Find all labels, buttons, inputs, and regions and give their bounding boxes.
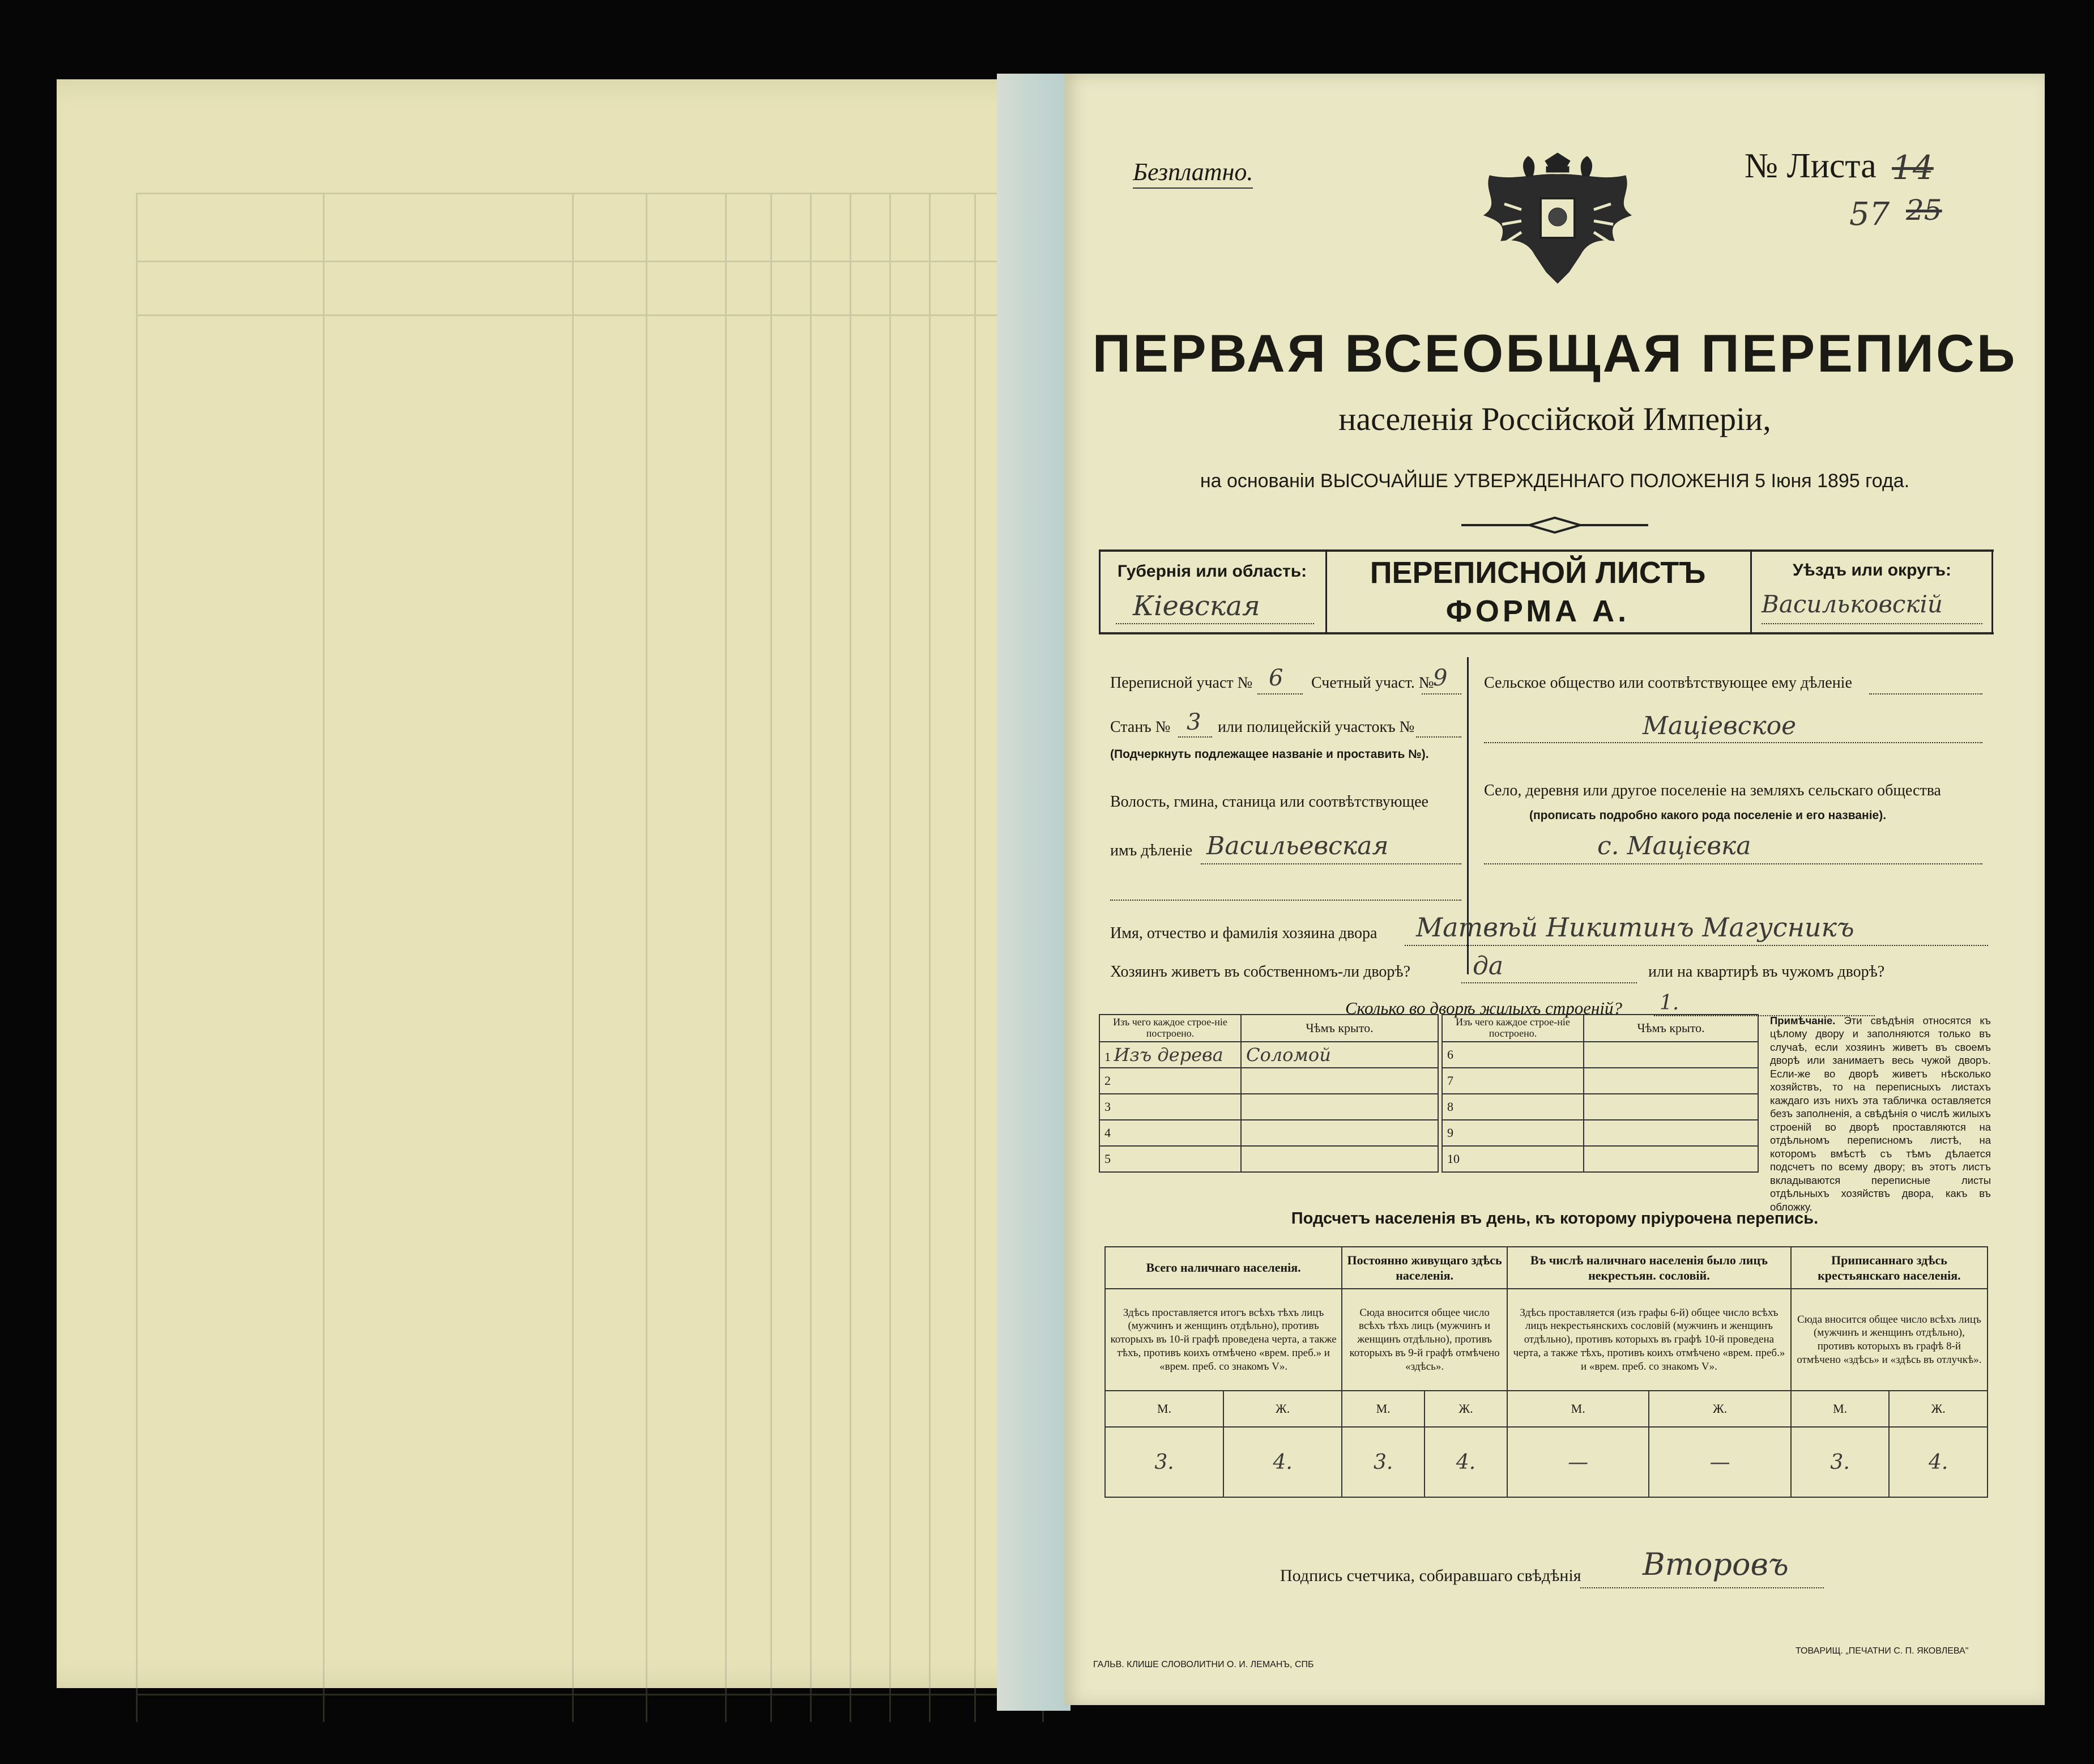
double-headed-eagle-emblem [1467, 142, 1648, 289]
table-row: 2 [1099, 1068, 1438, 1094]
sheet-number [1745, 146, 2028, 237]
tally-title: Подсчетъ населенія въ день, къ которому пріурочена перепись. [1291, 1209, 1819, 1228]
census-area-value: 6 [1269, 665, 1283, 691]
buildings-count-value: 1. [1660, 991, 1679, 1015]
tally-value-registered-f: 4. [1889, 1427, 1988, 1497]
tally-f-label: Ж. [1425, 1391, 1507, 1427]
ornament-divider [1461, 517, 1648, 534]
gubernia-value: Кіевская [1133, 590, 1260, 622]
census-area-number-label: № [1237, 674, 1253, 692]
tally-m-label: М. [1342, 1391, 1425, 1427]
printer-imprint-left: ГАЛЬВ. КЛИШЕ СЛОВОЛИТНИ О. И. ЛЕМАНЪ, СПБ [1093, 1660, 1314, 1669]
tally-value-present-f: 4. [1223, 1427, 1342, 1497]
tally-desc-registered: Сюда вносится общее число всѣхъ лицъ (мужчинъ и женщинъ отдѣльно), противъ которыхъ въ графѣ 8-й отмѣчено «здѣсь» и «здѣсь въ отлучкѣ». [1791, 1289, 1988, 1391]
tally-desc-present: Здѣсь проставляется итогъ всѣхъ тѣхъ лицъ (мужчинъ и женщинъ отдѣльно), противъ которыхъ въ 10-й графѣ проведена черта, а также тѣхъ, противъ коихъ отмѣчено «врем. преб.» и «врем. преб. со знакомъ V». [1105, 1289, 1342, 1391]
stan-note: (Подчеркнуть подлежащее названіе и проставить №). [1110, 748, 1429, 761]
tally-value-nonpeasant-m: — [1507, 1427, 1649, 1497]
census-title: ПЕРВАЯ ВСЕОБЩАЯ ПЕРЕПИСЬ [1092, 323, 2018, 383]
stan-label: Станъ № [1110, 718, 1171, 736]
signature-label: Подпись счетчика, собиравшаго свѣдѣнія [1280, 1566, 1581, 1585]
tally-value-permanent-f: 4. [1425, 1427, 1507, 1497]
buildings-note [1770, 1014, 1991, 1213]
buildings-table-right [1442, 1014, 1759, 1173]
tally-f-label: Ж. [1223, 1391, 1342, 1427]
owner-value: Матвѣй Никитинъ Магусникъ [1416, 912, 1854, 943]
uezd-value: Васильковскій [1762, 590, 1943, 618]
col-material-header-right: Изъ чего каждое строе-ніе построено. [1442, 1015, 1584, 1042]
tally-desc-permanent: Сюда вносится общее число всѣхъ тѣхъ лицъ (мужчинъ и женщинъ отдѣльно), противъ которыхъ въ 9-й графѣ отмѣчено «здѣсь». [1342, 1289, 1507, 1391]
census-subtitle: населенія Россійской Имперіи, [1338, 400, 1771, 437]
col-roof-header: Чѣмъ крыто. [1241, 1015, 1438, 1042]
form-title-line1: ПЕРЕПИСНОЙ ЛИСТЪ [1370, 556, 1706, 590]
tally-m-label: М. [1105, 1391, 1223, 1427]
free-label: Безплатно. [1133, 157, 1253, 189]
uezd-label: Уѣздъ или округъ: [1792, 561, 1952, 580]
printer-imprint-right: ТОВАРИЩ. „ПЕЧАТНИ С. П. ЯКОВЛЕВА" [1796, 1646, 1969, 1656]
building-section [1099, 1014, 1991, 1213]
tally-head-nonpeasant: Въ числѣ наличнаго населенія было лицъ некрестьян. сословій. [1507, 1247, 1791, 1289]
table-row: 6 [1442, 1042, 1758, 1068]
signature-value: Второвъ [1643, 1546, 1789, 1582]
table-row: 7 [1442, 1068, 1758, 1094]
location-banner [1099, 549, 1994, 634]
form-title-line2: ФОРМА А. [1445, 594, 1630, 628]
tally-value-present-m: 3. [1105, 1427, 1223, 1497]
village-note: (прописать подробно какого рода поселеніе и его названіе). [1529, 809, 1887, 822]
volost-value: Васильевская [1206, 832, 1389, 860]
table-row: 10 [1442, 1146, 1758, 1172]
gubernia-label: Губернія или область: [1117, 562, 1307, 581]
lives-value: да [1473, 952, 1504, 981]
table-row: 1 Изъ дерева Соломой [1099, 1042, 1438, 1068]
page-spine-edge [997, 74, 1071, 1711]
count-area-value: 9 [1433, 665, 1448, 691]
police-area-label: или полицейскій участокъ № [1218, 718, 1415, 736]
table-row: 8 [1442, 1094, 1758, 1120]
buildings-table-left [1099, 1014, 1439, 1173]
bleedthrough-grid [136, 193, 1042, 1722]
buildings-count-label: Сколько во дворѣ жилыхъ строеній? [1345, 998, 1622, 1018]
col-roof-header-right: Чѣмъ крыто. [1584, 1015, 1758, 1042]
tally-value-nonpeasant-f: — [1649, 1427, 1790, 1497]
population-tally-table [1104, 1246, 1988, 1498]
village-value: с. Мацієвка [1597, 832, 1751, 860]
sheet-number-handwritten-struck: 25 [1906, 194, 1942, 227]
tally-f-label: Ж. [1649, 1391, 1790, 1427]
volost-label-line1: Волость, гмина, станица или соотвѣтствующее [1110, 793, 1428, 811]
village-label: Село, деревня или другое поселеніе на земляхъ сельскаго общества [1484, 782, 1941, 799]
sheet-number-label: № Листа [1745, 147, 1877, 185]
tally-m-label: М. [1791, 1391, 1890, 1427]
tally-value-permanent-m: 3. [1342, 1427, 1425, 1497]
census-area-label: Переписной участ [1110, 674, 1234, 692]
tally-head-permanent: Постоянно живущаго здѣсь населенія. [1342, 1247, 1507, 1289]
society-label: Сельское общество или соотвѣтствующее ему дѣленіе [1484, 674, 1852, 692]
owner-label: Имя, отчество и фамилія хозяина двора [1110, 924, 1377, 942]
form-fields [1099, 657, 1994, 1018]
tally-f-label: Ж. [1889, 1391, 1988, 1427]
table-row: 4 [1099, 1120, 1438, 1146]
col-material-header: Изъ чего каждое строе-ніе построено. [1099, 1015, 1241, 1042]
stan-value: 3 [1187, 709, 1201, 735]
sheet-number-struck: 14 [1892, 148, 1934, 187]
lives-alt-label: или на квартирѣ въ чужомъ дворѣ? [1648, 963, 1885, 981]
left-page-bleedthrough [57, 79, 1059, 1688]
buildings-note-text: Эти свѣдѣнія относятся къ цѣлому двору и заполняются только въ случаѣ, если хозяинъ живетъ въ своемъ дворѣ или занимаетъ весь чужой дворъ. Если-же во дворѣ живетъ нѣсколько хозяйствъ, то на переписныхъ листахъ каждаго изъ нихъ эта табличка оставляется безъ заполненія, а свѣдѣнія о числѣ жилыхъ строеній во дворѣ проставляются на отдѣльномъ переписномъ листѣ, на которомъ вмѣстѣ съ тѣмъ дѣлается подсчетъ по всему двору; въ этотъ листъ вкладываются переписные листы отдѣльныхъ хозяйствъ двора, какъ въ обложку. [1770, 1015, 1991, 1213]
census-form-page [1065, 74, 2045, 1705]
tally-head-present: Всего наличнаго населенія. [1105, 1247, 1342, 1289]
lives-label: Хозяинъ живетъ въ собственномъ-ли дворѣ? [1110, 963, 1411, 981]
tally-value-registered-m: 3. [1791, 1427, 1890, 1497]
tally-head-registered: Приписаннаго здѣсь крестьянскаго населенія. [1791, 1247, 1988, 1289]
table-row: 5 [1099, 1146, 1438, 1172]
sheet-number-handwritten: 57 [1849, 196, 1890, 233]
tally-desc-nonpeasant: Здѣсь проставляется (изъ графы 6-й) общее число всѣхъ лицъ некрестьянскихъ сословій (мужчинъ и женщинъ отдѣльно), противъ которыхъ въ графѣ 10-й проведена черта, а также тѣхъ, противъ коихъ отмѣчено «врем. преб.» и «врем. преб. со знакомъ V». [1507, 1289, 1791, 1391]
volost-label-line2: имъ дѣленіе [1110, 842, 1193, 859]
buildings-note-head: Примѣчаніе. [1770, 1015, 1836, 1026]
count-area-label: Счетный участ. № [1311, 674, 1434, 692]
table-row: 3 [1099, 1094, 1438, 1120]
table-row: 9 [1442, 1120, 1758, 1146]
census-basis: на основаніи ВЫСОЧАЙШЕ УТВЕРЖДЕННАГО ПОЛОЖЕНІЯ 5 Іюня 1895 года. [1200, 470, 1910, 492]
tally-m-label: М. [1507, 1391, 1649, 1427]
society-value: Маціевское [1643, 711, 1797, 740]
